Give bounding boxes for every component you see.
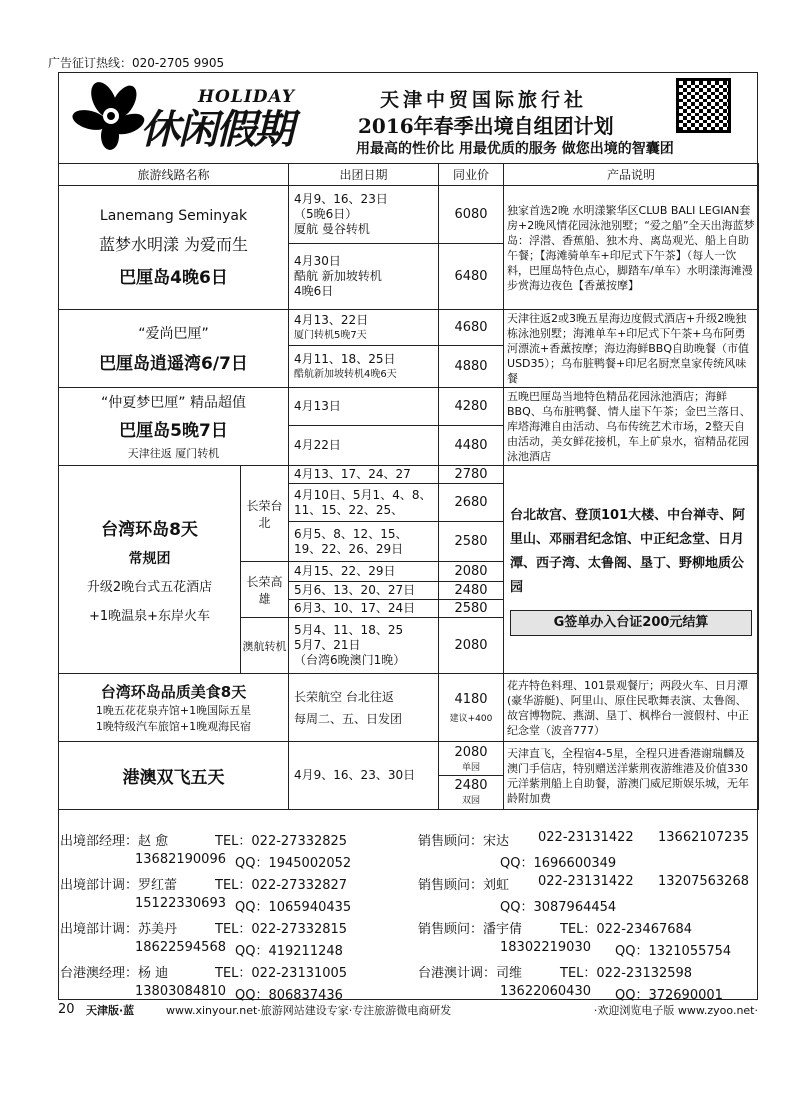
airline-group: 澳航转机 (241, 618, 289, 674)
date-cell (289, 244, 439, 310)
desc-cell: 五晚巴厘岛当地特色精品花园泳池酒店；海鲜BBQ、乌布脏鸭餐、情人崖下午茶；金巴兰落日、库塔海滩自由活动、乌布传统艺术市场，2整天自由活动，美女鲜花接机，车上矿泉水，宿精品花园泳池酒店 (504, 388, 759, 466)
date-cell: 4月10日、5月1、4、8、11、15、22、25、 (289, 484, 439, 522)
agency-name: 天津中贸国际旅行社 (380, 89, 588, 111)
price-cell: 6080 (439, 186, 504, 244)
price-cell: 2080 (439, 562, 504, 582)
date-cell (289, 186, 439, 244)
date-line: 5月7、21日 (294, 638, 361, 652)
price-cell: 4680 (439, 310, 504, 346)
footer-left-text: www.xinyour.net·旅游网站建设专家·专注旅游微电商研发 (166, 1004, 452, 1017)
route-cell (59, 466, 241, 674)
route-note: 天津往返 厦门转机 (127, 447, 220, 460)
route-title: 巴厘岛5晚7日 (119, 421, 228, 441)
table-row (59, 310, 759, 346)
table-row (59, 466, 759, 484)
price-value: 4180 (454, 691, 488, 707)
date-cell: 6月5、8、12、15、19、22、26、29日 (289, 522, 439, 562)
table-row (59, 388, 759, 426)
price-cell: 6480 (439, 244, 504, 310)
price-note: 建议+400 (449, 713, 493, 724)
visa-note: G签单办入台证200元结算 (510, 610, 752, 636)
contact-tel: TEL：022-27332815 (215, 922, 348, 937)
date-line: （台湾6晚澳门1晚） (294, 653, 406, 667)
header-date: 出团日期 (289, 164, 439, 186)
route-title: 台湾环岛8天 (101, 520, 198, 540)
price-note: 双园 (462, 796, 481, 806)
route-subtitle: “爱尚巴厘” (138, 326, 209, 342)
contact-role: 销售顾问：宋达 (418, 834, 510, 849)
tour-table (58, 163, 759, 810)
contact-tel: TEL：022-27332825 (215, 834, 348, 849)
date-cell: 4月13、17、24、27 (289, 466, 439, 484)
contact-tel: TEL：022-23132598 (560, 966, 693, 981)
contact-role: 出境部计调：罗红蕾 (60, 878, 178, 893)
contact-role: 出境部计调：苏美丹 (60, 922, 178, 937)
contact-qq: QQ：3087964454 (500, 900, 617, 915)
price-cell: 2780 (439, 466, 504, 484)
desc-cell: 花卉特色料理、101景观餐厅；两段火车、日月潭(豪华游艇)、阿里山、原住民歌舞表演、太鲁阁、故宫博物院、燕湖、垦丁、枫桦台一渡假村、中正纪念堂（波音777） (504, 674, 759, 742)
logo-chinese: 休闲假期 (140, 106, 292, 153)
taiwan-desc: 台北故宫、登顶101大楼、中台禅寺、阿里山、邓丽君纪念馆、中正纪念堂、日月潭、西子湾、太鲁阁、垦丁、野柳地质公园 (510, 507, 746, 595)
header-desc: 产品说明 (504, 164, 759, 186)
price-value: 2080 (454, 745, 488, 760)
date-cell: 6月3、10、17、24日 (289, 600, 439, 618)
contact-role: 台港澳经理：杨 迪 (60, 966, 169, 981)
date-line: 5月4、11、18、25 (294, 623, 404, 637)
price-value: 2480 (454, 778, 488, 793)
route-cell (59, 186, 289, 310)
date-cell (289, 346, 439, 388)
desc-cell (504, 466, 759, 674)
price-cell: 4280 (439, 388, 504, 426)
contact-mobile: 13622060430 (500, 984, 591, 999)
route-name-en: Lanemang Seminyak (99, 207, 248, 224)
route-subtitle: +1晚温泉+东岸火车 (88, 609, 211, 624)
header-price: 同业价 (439, 164, 504, 186)
contact-mobile: 13662107235 (658, 830, 749, 845)
slogan: 用最高的性价比 用最优质的服务 做您出境的智囊团 (356, 141, 674, 157)
date-cell: 4月13日 (289, 388, 439, 426)
header-route: 旅游线路名称 (59, 164, 289, 186)
ad-hotline: 广告征订热线：020-2705 9905 (48, 56, 225, 70)
price-cell: 2680 (439, 484, 504, 522)
contact-tel: 022-23131422 (538, 874, 634, 889)
desc-cell: 天津直飞，全程宿4-5星，全程只进香港谢瑞麟及澳门手信店，特别赠送洋紫荆夜游维港及价值330元洋紫荆船上自助餐，游澳门威尼斯娱乐城，无年龄附加费 (504, 742, 759, 810)
contact-qq: QQ：1065940435 (235, 900, 352, 915)
airline-group: 长荣台北 (241, 466, 289, 562)
route-cell (59, 388, 289, 466)
table-row (59, 674, 759, 742)
qr-code-icon (676, 78, 731, 133)
route-subtitle: 蓝梦水明漾 为爱而生 (98, 234, 249, 254)
plan-title: 2016年春季出境自组团计划 (358, 114, 614, 138)
contact-qq: QQ：1945002052 (235, 856, 352, 871)
contact-mobile: 13207563268 (658, 874, 749, 889)
price-cell: 4880 (439, 346, 504, 388)
contact-mobile: 18302219030 (500, 940, 591, 955)
date-cell: 5月6、13、20、27日 (289, 582, 439, 600)
edition-label: 天津版·蓝 (86, 1004, 135, 1017)
table-row (59, 186, 759, 244)
date-line: 4月9、16、23日 (294, 192, 388, 206)
date-line: 4月30日 (294, 254, 341, 268)
date-line: 厦门转机5晚7天 (294, 329, 367, 341)
date-cell (289, 618, 439, 674)
price-note: 单园 (462, 763, 481, 773)
price-cell: 2080 (439, 618, 504, 674)
airline-group: 长荣高雄 (241, 562, 289, 618)
route-title: 港澳双飞五天 (122, 768, 225, 788)
date-line: 4月13、22日 (294, 312, 369, 327)
contact-tel: TEL：022-27332827 (215, 878, 348, 893)
desc-cell: 独家首选2晚 水明漾繁华区CLUB BALI LEGIAN套房+2晚风情花园泳池别墅；“爱之船”全天出海蓝梦岛：浮潜、香蕉船、独木舟、离岛观光、船上自助午餐；【海滩骑单车+印尼式下午茶】（每人一饮料，巴厘岛特色点心，脚踏车/单车）水明漾海滩漫步赏海边夜色【香薰按摩】 (504, 186, 759, 310)
contact-mobile: 13803084810 (135, 984, 226, 999)
contact-role: 出境部经理：赵 愈 (60, 834, 169, 849)
contact-qq: QQ：806837436 (235, 988, 343, 1003)
contact-mobile: 13682190096 (135, 852, 226, 867)
route-title: 巴厘岛4晚6日 (119, 267, 228, 288)
contact-qq: QQ：1696600349 (500, 856, 617, 871)
date-cell: 4月22日 (289, 426, 439, 466)
date-cell (289, 674, 439, 742)
price-cell: 2580 (439, 600, 504, 618)
date-line: 酷航 新加坡转机 (294, 269, 382, 283)
route-title: 台湾环岛品质美食8天 (100, 683, 247, 701)
price-cell (439, 742, 504, 810)
page-number: 20 (58, 1002, 75, 1017)
date-line: 长荣航空 台北往返 (294, 689, 394, 704)
route-subtitle: 1晚特级汽车旅馆+1晚观海民宿 (95, 720, 252, 733)
contact-mobile: 15122330693 (135, 896, 226, 911)
route-cell (59, 742, 289, 810)
date-cell (289, 310, 439, 346)
date-cell: 4月15、22、29日 (289, 562, 439, 582)
date-line: 酷航新加坡转机4晚6天 (294, 368, 397, 380)
contact-mobile: 18622594568 (135, 940, 226, 955)
route-title: 巴厘岛逍遥湾6/7日 (99, 354, 248, 374)
date-line: 4晚6日 (294, 284, 334, 298)
route-subtitle: “仲夏梦巴厘” 精品超值 (101, 395, 246, 411)
desc-cell: 天津往返2或3晚五星海边度假式酒店+升级2晚独栋泳池别墅；海滩单车+印尼式下午茶+乌布阿勇河漂流+香薰按摩；海边海鲜BBQ自助晚餐（市值USD35）；乌布脏鸭餐+印尼名厨烹皇家传统风味餐 (504, 310, 759, 388)
contact-qq: QQ：372690001 (615, 988, 723, 1003)
price-cell: 2580 (439, 522, 504, 562)
price-cell: 2480 (439, 582, 504, 600)
contact-qq: QQ：1321055754 (615, 944, 732, 959)
date-line: （5晚6日） (294, 207, 358, 221)
date-line: 4月11、18、25日 (294, 351, 396, 366)
route-cell (59, 674, 289, 742)
contact-tel: TEL：022-23467684 (560, 922, 693, 937)
route-subtitle: 升级2晚台式五花酒店 (86, 580, 213, 595)
logo-english: HOLIDAY (198, 87, 295, 107)
contact-tel: TEL：022-23131005 (215, 966, 348, 981)
contact-role: 销售顾问：潘宇倩 (418, 922, 523, 937)
price-cell (439, 674, 504, 742)
table-row (59, 742, 759, 810)
route-cell (59, 310, 289, 388)
price-cell: 4480 (439, 426, 504, 466)
footer-right-text: ·欢迎浏览电子版 www.zyoo.net· (593, 1004, 758, 1017)
contact-qq: QQ：419211248 (235, 944, 343, 959)
date-line: 厦航 曼谷转机 (294, 222, 370, 236)
date-cell: 4月9、16、23、30日 (289, 742, 439, 810)
table-header (59, 164, 759, 186)
date-line: 每周二、五、日发团 (294, 711, 403, 726)
route-subtitle: 常规团 (128, 551, 171, 567)
contact-role: 销售顾问：刘虹 (418, 878, 510, 893)
contact-role: 台港澳计调：司维 (418, 966, 523, 981)
route-subtitle: 1晚五花花泉卉馆+1晚国际五星 (95, 704, 252, 717)
contact-tel: 022-23131422 (538, 830, 634, 845)
